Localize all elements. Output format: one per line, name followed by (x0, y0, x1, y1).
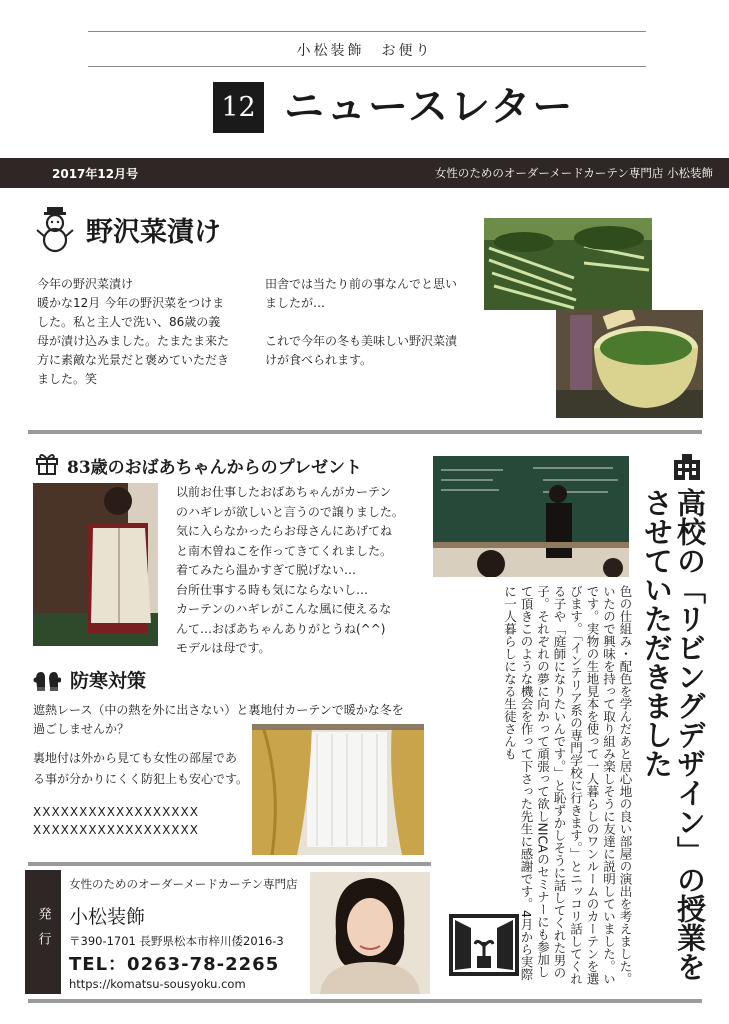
owner-portrait (310, 872, 430, 994)
issue-number: 12 (213, 82, 264, 133)
section2-text: 以前お仕事したおばあちゃんがカーテン のハギレが欲しいと言うので譲りました。 気に入らなかったらお母さんにあげてね と南木曽ねこを作ってきてくれました。 着てみたら温かすぎて脱げない… 台所仕事する時も気にならないし… カーテンのハギレがこんな風に使えるな んて…おばあちゃんありがとうね(^^) モデルは母です。 (176, 485, 404, 655)
issue-date: 2017年12月号 (52, 167, 139, 181)
section3-para1: 遮熱レース（中の熱を外に出さない）と裏地付カーテンで暖かな冬を 過ごしませんか？ (33, 703, 404, 736)
publisher-tagline: 女性のためのオーダーメードカーテン専門店 (69, 877, 298, 891)
section4-text: 色の仕組み・配色を学んだあと居心地の良い部屋の演出を考えました。いたので興味を持って取り組み楽しそうに友達に説明していました。いです。実物の生地見本を使って一人暮らしのワンルームのカーテンを選びます。「インテリア系の専門学校に行きます。」とニッコリ話してくれる子や「庭師になりたいんです。」と恥ずかしそうに話してくれた男の子。それぞれの夢に向かって頑張って欲しNICAのセミナーにも参加して頂きこのような機会を作って下さった先生に感謝です。4月から実際に一人暮らしになる生徒さんも (502, 585, 633, 985)
footer-divider-left (28, 862, 431, 866)
gift-icon (35, 451, 59, 475)
publisher-address: 〒390-1701 長野県松本市梓川倭2016-3 (69, 934, 284, 948)
curtain-photo (252, 724, 424, 855)
brand-line: 小松装飾 お便り (296, 43, 433, 59)
section1-title: 野沢菜漬け (86, 217, 221, 248)
page-title: ニュースレター (284, 84, 575, 130)
header-rule-bottom (88, 66, 646, 67)
band-shop-name: 女性のためのオーダーメードカーテン専門店 小松装飾 (434, 166, 713, 180)
nozawana-photo-2 (556, 310, 703, 418)
section3-placeholder-text: XXXXXXXXXXXXXXXXXX XXXXXXXXXXXXXXXXXX (33, 805, 199, 837)
mittens-icon (33, 669, 61, 693)
publisher-tel[interactable]: TEL：0263-78-2265 (69, 954, 280, 975)
nozawana-photo-1 (484, 218, 652, 310)
section3-para2: 裏地付は外から見ても女性の部屋であ る事が分かりにくく防犯上も安心です。 (33, 751, 249, 786)
window-plant-icon (449, 912, 519, 976)
building-icon (672, 452, 702, 480)
section-divider (28, 430, 702, 434)
section3-title: 防寒対策 (70, 670, 147, 692)
section4-title: 高校の「リビングデザイン」の授業をさせていただきました (640, 488, 707, 981)
publisher-url[interactable]: https://komatsu-sousyoku.com (69, 977, 246, 991)
classroom-photo (433, 456, 629, 577)
footer-divider-bottom (28, 999, 702, 1003)
section1-text-col1: 今年の野沢菜漬け 暖かな12月 今年の野沢菜をつけま した。私と主人で洗い、86歳の義 母が漬け込みました。たまたま来た 方に素敵な光景だと褒めていただき ました。笑 (37, 277, 230, 386)
snowman-icon (36, 206, 74, 254)
section1-text-col2: 田舎では当たり前の事なんでと思い ましたが… これで今年の冬も美味しい野沢菜漬 けが食べられます。 (265, 277, 458, 367)
grandma-vest-photo (33, 483, 158, 646)
publisher-name: 小松装飾 (69, 906, 146, 928)
issue-band (0, 158, 729, 188)
section2-title: 83歳のおばあちゃんからのプレゼント (67, 458, 362, 478)
header-rule-top (88, 31, 646, 32)
publisher-side-label: 発行 (25, 870, 61, 994)
